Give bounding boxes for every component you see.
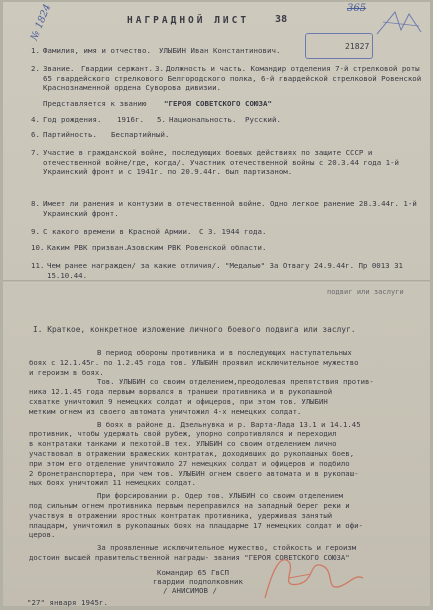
narrative-line: участвуя в отражении яростных контратак противника, удерживая занятый: [29, 510, 333, 520]
narrative-line: ных боях уничтожил 11 немецких солдат.: [29, 478, 196, 488]
field-3-num: 3.: [155, 64, 164, 73]
corner-hand-number: № 1824: [29, 2, 54, 43]
nominated-value: "ГЕРОЯ СОВЕТСКОГО СОЮЗА": [164, 99, 272, 108]
narrative-line: боях с 12.1.45г. по 1.2.45 года тов. УЛЫБИН проявил исключительное мужество: [29, 357, 359, 367]
narrative-line: плацдарм, уничтожил в рукопашных боях на плацдарме 17 немецких солдат и офи-: [29, 520, 363, 530]
field-1-num: 1.: [31, 46, 40, 55]
narrative: [29, 348, 423, 563]
field-11-value: "Медалью" За Отвагу 24.9.44г. Пр 0013 31 15.10.44.: [47, 261, 403, 280]
field-6-value: Беспартийный.: [111, 130, 170, 139]
narrative-line: При форсировании р. Одер тов. УЛЫБИН со своим отделением: [97, 491, 344, 501]
signer-rank: гвардии подполковник: [153, 577, 243, 586]
field-8-label: Имеет ли ранения и контузии в отечественной войне.: [43, 199, 266, 208]
field-3-block: [43, 64, 423, 94]
field-6-num: 6.: [31, 130, 40, 139]
signature-scribble: [259, 548, 369, 610]
narrative-line: За проявленные исключительное мужество, стойкость и героизм: [97, 543, 357, 553]
page-title: НАГРАДНОЙ ЛИСТ: [127, 15, 250, 26]
narrative-line: В боях в районе д. Дзельнувка и р. Варта-Лада 13.1 и 14.1.45: [97, 419, 361, 429]
field-4-value: 1916г.: [117, 115, 144, 124]
field-2-value: Гвардии сержант.: [81, 64, 153, 73]
signer-name: / АНИСИМОВ /: [163, 586, 217, 595]
field-10-num: 10.: [31, 243, 45, 252]
field-1-label: Фамилия, имя и отчество.: [43, 46, 151, 55]
narrative-line: 2 бронетранспортера, при чем тов. УЛЫБИН огнем своего автомата и в рукопаш-: [29, 468, 359, 478]
field-7-block: [43, 148, 423, 188]
award-sheet: [3, 2, 430, 606]
field-5-num: 5.: [157, 115, 166, 124]
registration-number: 21827: [345, 42, 370, 51]
field-7-label: Участие в гражданской войне, последующих боевых действиях по защите СССР и отечественной войне/где, когда/.: [43, 148, 373, 167]
field-3-value: Командир отделения 7-й стрелковой роты 65 гвардейского стрелкового Белгородского полка, 6-й гвардейской стрелковой Ровенской Краснознаменной ордена Суворова дивизии.: [43, 64, 422, 92]
date-line: "27" января 1945г.: [27, 598, 108, 607]
field-5-label: Национальность.: [169, 115, 237, 124]
field-5-value: Русский.: [245, 115, 281, 124]
faint-line: подвиг или заслуги: [327, 288, 404, 296]
field-9-num: 9.: [31, 227, 40, 236]
field-9-value: С 3. 1944 года.: [199, 227, 267, 236]
narrative-line: участвовал в отражении вражеских контратак, доходивших до рукопашных боев,: [29, 448, 355, 458]
top-right-hand-number: 365: [347, 3, 367, 14]
narrative-line: схватке уничтожил 9 немецких солдат и офицеров, при этом тов. УЛЫБИН: [29, 396, 328, 406]
narrative-line: В период обороны противника и в последующих наступательных: [97, 348, 352, 357]
field-4-label: Год рождения.: [43, 115, 102, 124]
page-number: 38: [275, 14, 288, 25]
field-6-label: Партийность.: [43, 130, 97, 139]
narrative-line: и героизм в боях.: [29, 367, 104, 377]
narrative-line: в контратаки танками и пехотой.В тех. УЛЫБИН со своим отделением лично: [29, 439, 337, 449]
field-3-label: Должность и часть.: [166, 64, 247, 73]
paper-fold: [3, 280, 430, 283]
signer-position: Командир 65 ГвСП: [157, 568, 229, 577]
narrative-line: метким огнем из своего автомата уничтожил 4-х немецких солдат.: [29, 406, 302, 416]
field-2-num: 2.: [31, 64, 40, 73]
narrative-line: ника 12.1.45 года первым ворвался в траншеи противника и в рукопашной: [29, 387, 333, 397]
narrative-line: под сильным огнем противника первым переправился на западный берег реки и: [29, 500, 350, 510]
narrative-line: Тов. УЛЫБИН со своим отделением,преодолевая препятствия против-: [97, 377, 374, 387]
field-7-value: Участник отечественной войны с 20.3.44 года 1-й Украинский фронт и с 1941г. по 20.9.44г. был партизаном.: [43, 157, 399, 176]
field-9-label: С какого времени в Красной Армии.: [43, 227, 192, 236]
corner-scribble: [375, 8, 423, 42]
field-11-label: Чем ранее награжден/ за какие отличия/.: [47, 261, 221, 270]
field-11-block: [47, 261, 423, 281]
narrative-line: церов.: [29, 530, 56, 540]
nominated-label: Представляется к званию: [43, 99, 147, 108]
field-11-num: 11.: [31, 261, 45, 270]
field-8-num: 8.: [31, 199, 40, 208]
field-10-value: Азовским РВК Ровенской области.: [127, 243, 267, 252]
field-1-value: УЛЫБИН Иван Константинович.: [159, 46, 281, 55]
field-2-label: Звание.: [43, 64, 75, 73]
field-10-label: Каким РВК призван.: [47, 243, 128, 252]
field-4-num: 4.: [31, 115, 40, 124]
narrative-line: при этом его отделение уничтожило 27 немецких солдат и офицеров и подбило: [29, 458, 350, 468]
narrative-line: противник, чтобы удержать свой рубеж, упорно сопротивлялся и переходил: [29, 429, 337, 439]
narrative-line: достоин высшей правительственной награды- звания "ГЕРОЯ СОВЕТСКОГО СОЮЗА": [29, 552, 350, 562]
section-title: I. Краткое, конкретное изложение личного боевого подвига или заслуг.: [33, 325, 356, 334]
field-7-num: 7.: [31, 148, 40, 157]
field-8-value: Одно легкое ранение 28.3.44г. 1-й Украинский фронт.: [43, 199, 417, 218]
field-8-block: [43, 199, 423, 219]
